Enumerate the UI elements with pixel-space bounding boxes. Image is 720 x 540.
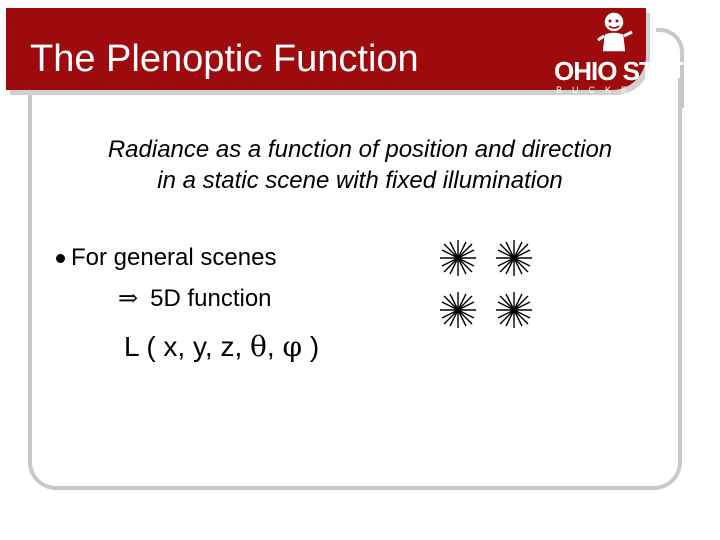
star-burst-icon [440,292,476,328]
plenoptic-formula [124,330,319,363]
formula-phi: φ [282,330,303,363]
logo-subtext: BUCKEYES [556,85,686,95]
star-burst-icon [496,240,532,276]
slide-title: The Plenoptic Function [30,38,419,80]
bullet-text: For general scenes [71,244,277,271]
subtitle-line-2: in a static scene with fixed illumination [157,167,563,194]
bullet-dot-icon [56,254,65,263]
formula-suffix: ) [302,331,320,362]
bullet-general-scenes [56,244,276,272]
brutus-mascot-icon [588,10,636,56]
subtitle [40,134,680,196]
formula-theta: θ [250,330,267,363]
logo-text: OHIO STATE [554,56,700,86]
formula-separator: , [266,331,283,362]
radiance-stars-illustration [430,236,560,336]
implies-arrow-icon: ⇒ [118,284,139,312]
star-burst-icon [440,240,476,276]
subtitle-line-1: Radiance as a function of position and direction [107,136,613,163]
star-burst-icon [496,292,532,328]
formula-prefix: L ( x, y, z, [124,331,251,362]
sub-bullet-text: 5D function [150,285,272,312]
ohio-state-logo [548,10,700,96]
sub-bullet-5d [118,284,272,313]
